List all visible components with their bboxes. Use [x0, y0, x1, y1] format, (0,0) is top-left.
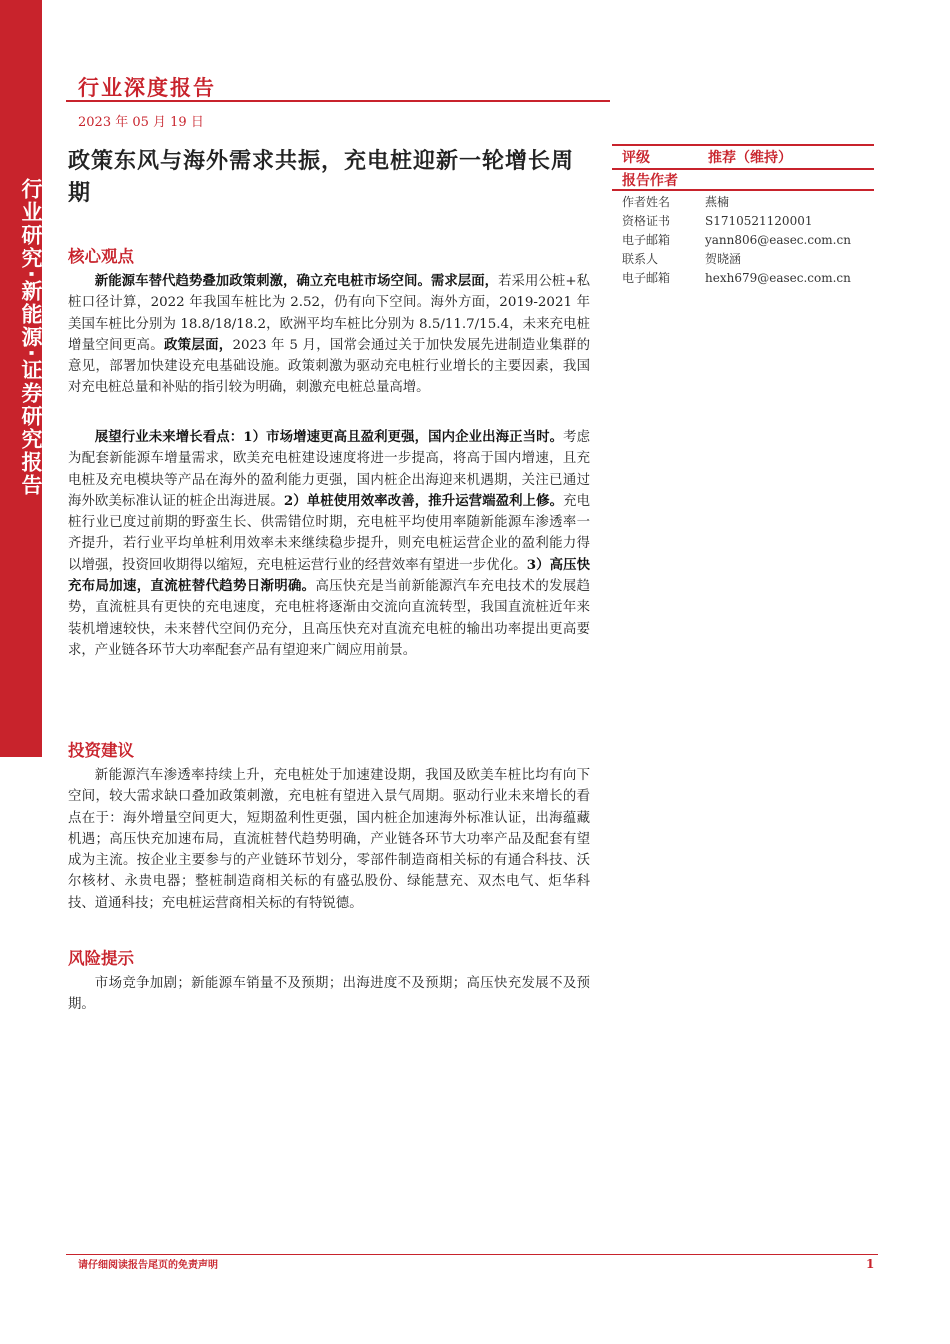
rating-label: 评级: [622, 150, 650, 166]
author-value: 贺晓涵: [705, 252, 742, 266]
bold-lead: 政策层面，: [163, 336, 233, 353]
report-type: 行业深度报告: [78, 76, 216, 100]
author-key: 联系人: [622, 252, 659, 266]
core-paragraph-2: [68, 427, 590, 661]
author-row: [622, 269, 882, 288]
bold-lead: 展望行业未来增长看点：1）市场增速更高且盈利更强，国内企业出海正当时。: [94, 429, 564, 445]
core-views-heading: 核心观点: [68, 247, 134, 266]
core-paragraph-1: [68, 271, 590, 399]
author-info-list: [622, 193, 882, 288]
risk-heading: 风险提示: [68, 949, 134, 968]
investment-advice-heading: 投资建议: [68, 741, 134, 760]
author-row: [622, 193, 882, 212]
footer-divider: [66, 1254, 878, 1255]
rating-bar: [612, 144, 874, 170]
author-row: [622, 250, 882, 269]
bold-lead: 3）高压快充布局加速，直流桩替代趋势日渐明确。: [68, 556, 591, 595]
disclaimer-note: 请仔细阅读报告尾页的免责声明: [78, 1260, 218, 1271]
sidebar-category: 行业研究·新能源·证券研究报告: [19, 178, 43, 497]
body-text: 若采用公桩+私桩口径计算，2022 年我国车桩比为 2.52，仍有向下空间。海外方面，2019-2021 年美国车桩比分别为 18.8/18/18.2，欧洲平均车桩比分别为 8.5/11.7/15.4，未来充电桩增量空间更高。: [68, 274, 590, 353]
author-email[interactable]: hexh679@easec.com.cn: [705, 271, 851, 285]
author-email[interactable]: yann806@easec.com.cn: [705, 233, 851, 247]
sidebar-band: [0, 0, 42, 757]
body-text: 高压快充是当前新能源汽车充电技术的发展趋势，直流桩具有更快的充电速度，充电桩将逐渐由交流向直流转型，我国直流桩近年来装机增速较快，未来替代空间仍充分，且高压快充对直流充电桩的输出功率提出更高要求，产业链各环节大功率配套产品有望迎来广阔应用前景。: [68, 579, 591, 658]
author-value: S1710521120001: [705, 214, 813, 228]
author-key: 电子邮箱: [622, 271, 671, 285]
body-text: 充电桩行业已度过前期的野蛮生长、供需错位时期，充电桩平均使用率随新能源车渗透率一齐提升，若行业平均单桩利用效率未来继续稳步提升，则充电桩运营企业的盈利能力得以增强，投资回收期得以缩短，充电桩运营行业的经营效率有望进一步优化。: [68, 493, 591, 573]
author-row: [622, 212, 882, 231]
body-text: 2023 年 5 月，国常会通过关于加快发展先进制造业集群的意见，部署加快建设充电基础设施。政策刺激为驱动充电桩行业增长的主要因素，我国对充电桩总量和补贴的指引较为明确，刺激充电桩总量高增。: [68, 337, 591, 396]
report-date: 2023 年 05 月 19 日: [78, 115, 204, 130]
authors-heading-text: 报告作者: [622, 173, 678, 189]
author-value: 燕楠: [705, 195, 730, 209]
header-divider: [66, 100, 610, 102]
authors-heading: [612, 169, 874, 191]
body-text: 考虑为配套新能源车增量需求，欧美充电桩建设速度将进一步提高，将高于国内增速，且充电桩及充电模块等产品在海外的盈利能力更强，国内桩企出海迎来机遇期，关注已通过海外欧美标准认证的桩企出海进展。: [68, 430, 590, 509]
risk-paragraph: 市场竞争加剧；新能源车销量不及预期；出海进度不及预期；高压快充发展不及预期。: [68, 976, 590, 1013]
investment-paragraph: 新能源汽车渗透率持续上升，充电桩处于加速建设期，我国及欧美车桩比均有向下空间，较大需求缺口叠加政策刺激，充电桩有望进入景气周期。驱动行业未来增长的看点在于：海外增量空间更大，短期盈利性更强，国内桩企加速海外标准认证，出海蕴藏机遇；高压快充加速布局，直流桩替代趋势明确，产业链各环节大功率产品及配套有望成为主流。按企业主要参与的产业链环节划分，零部件制造商相关标的有通合科技、沃尔核材、永贵电器；整桩制造商相关标的有盛弘股份、绿能慧充、双杰电气、炬华科技、道通科技；充电桩运营商相关标的有特锐德。: [68, 768, 590, 911]
bold-lead: 新能源车替代趋势叠加政策刺激，确立充电桩市场空间。需求层面，: [94, 273, 499, 289]
rating-value: 推荐（维持）: [708, 150, 792, 166]
page-title: 政策东风与海外需求共振，充电桩迎新一轮增长周期: [68, 149, 575, 206]
author-key: 作者姓名: [622, 195, 671, 209]
page-number: 1: [866, 1257, 875, 1271]
author-row: [622, 231, 882, 250]
author-key: 资格证书: [622, 214, 671, 228]
bold-lead: 2）单桩使用效率改善，推升运营端盈利上修。: [283, 492, 564, 509]
author-key: 电子邮箱: [622, 233, 671, 247]
